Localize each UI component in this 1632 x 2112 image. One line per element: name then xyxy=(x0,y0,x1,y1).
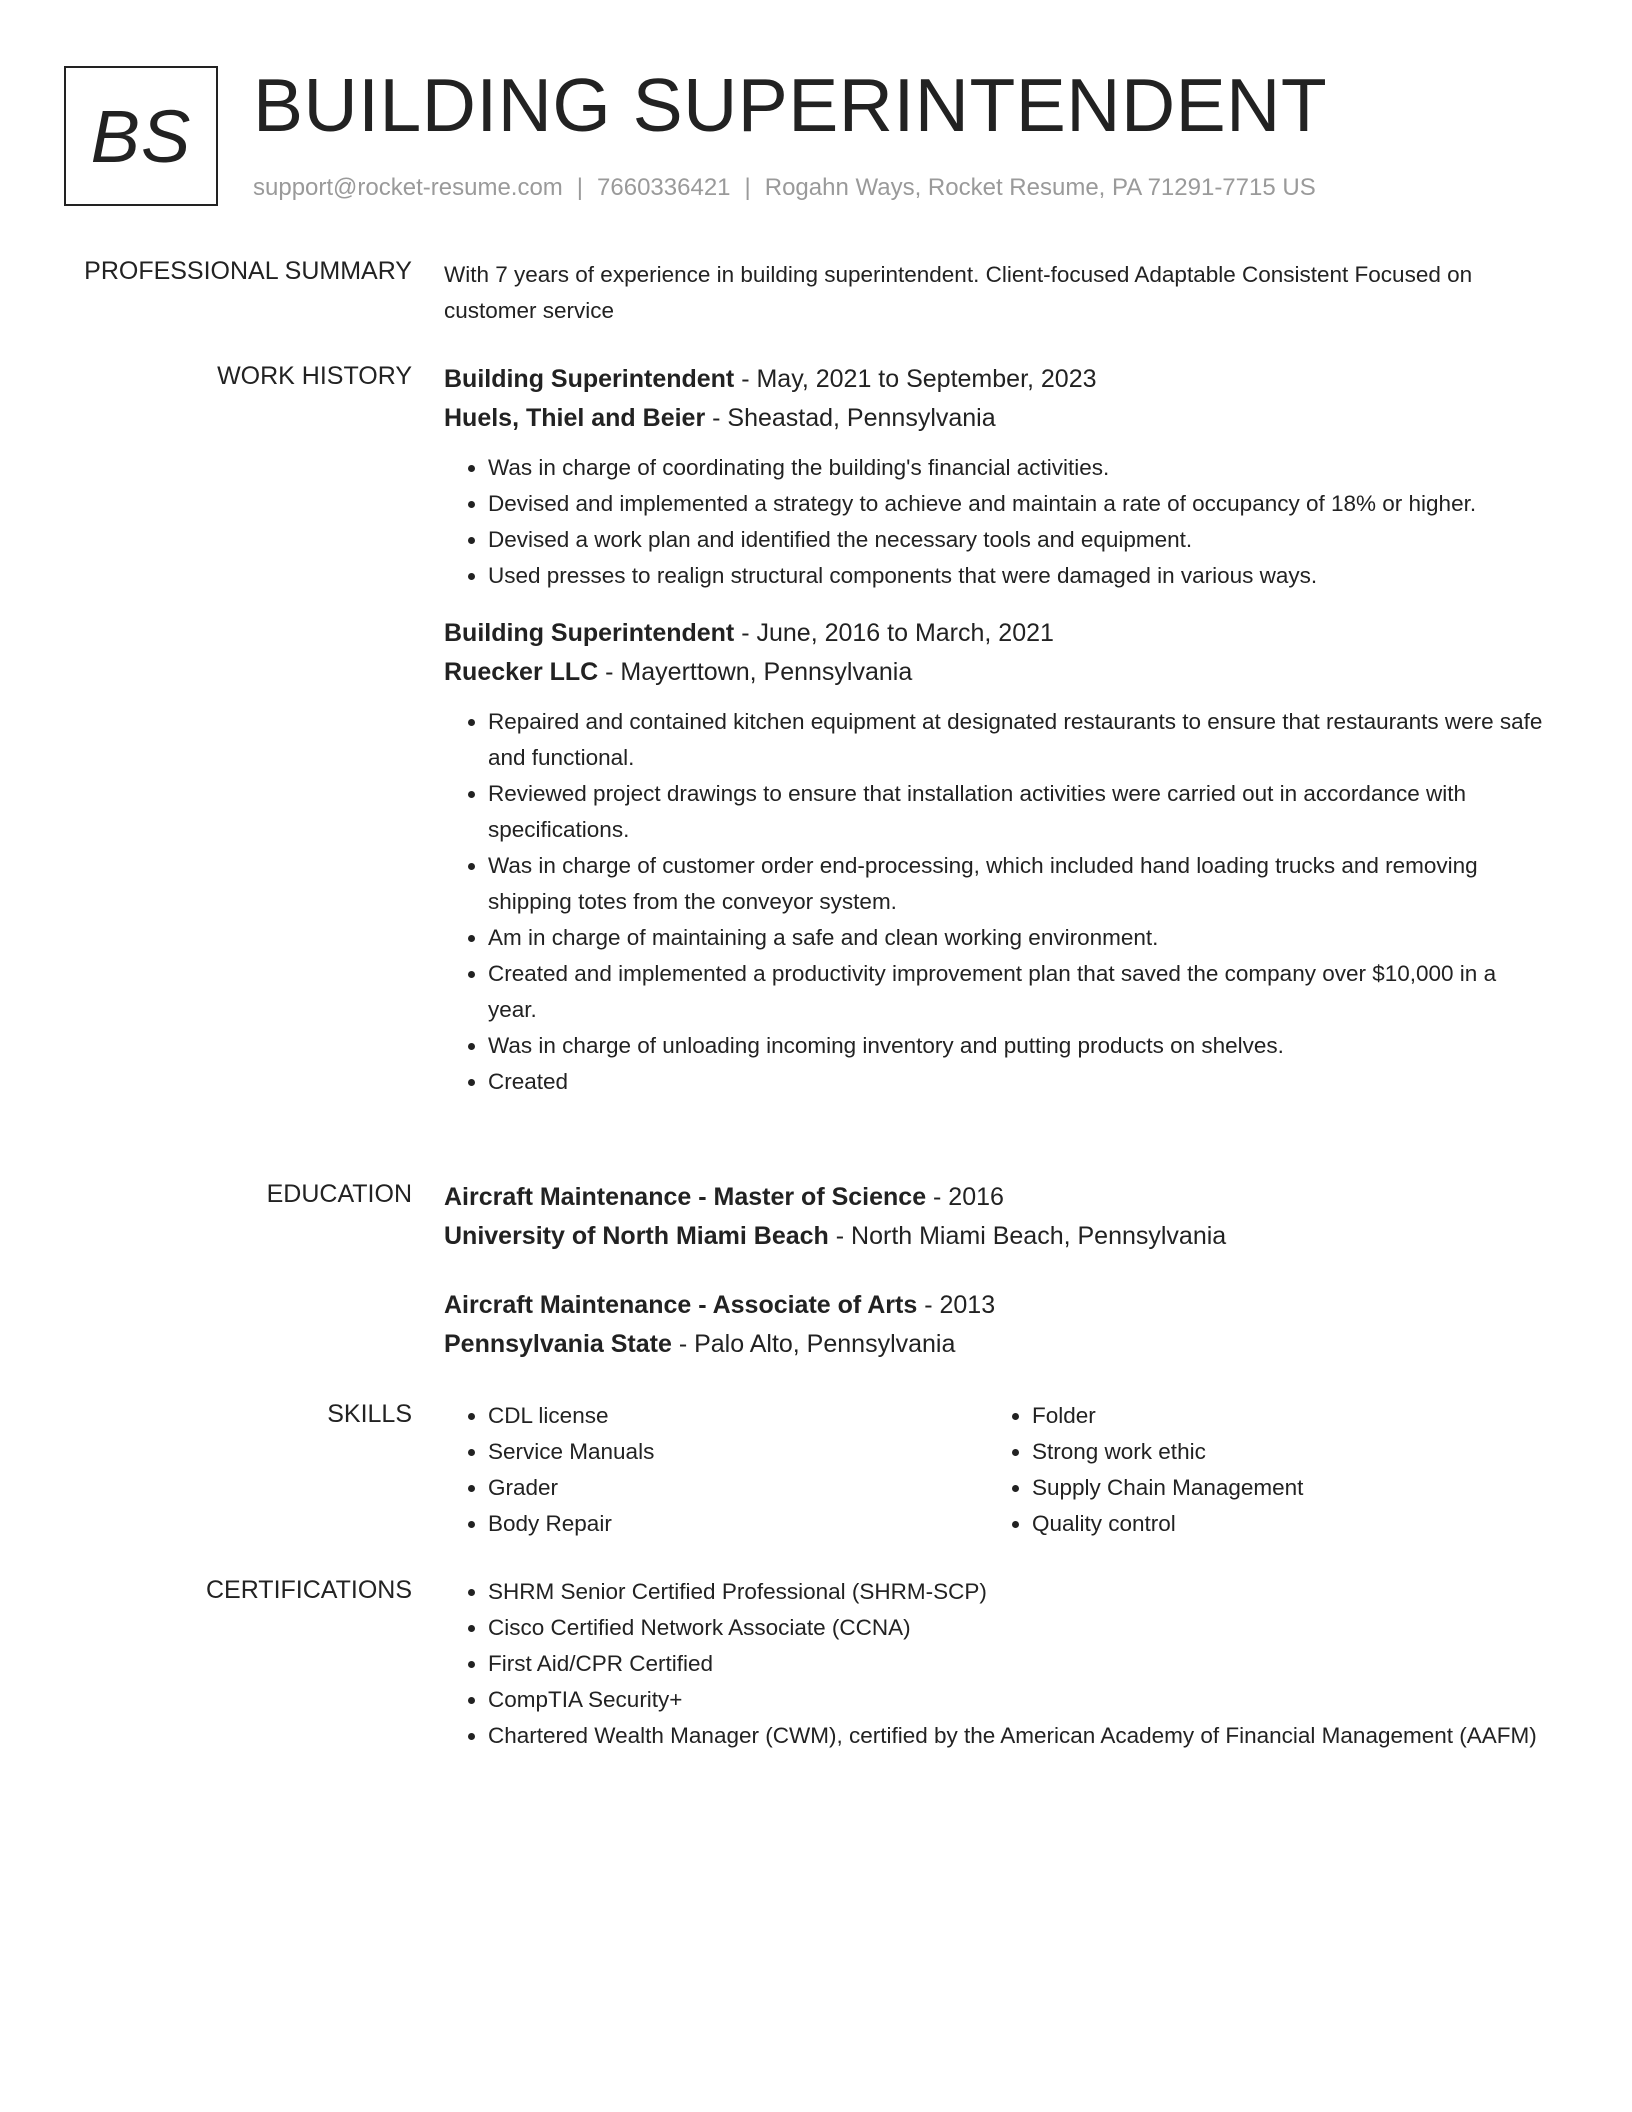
school-name: Pennsylvania State xyxy=(444,1330,672,1358)
job-location: - Mayerttown, Pennsylvania xyxy=(598,658,913,686)
contact-email: support@rocket-resume.com xyxy=(253,174,563,201)
education-entry xyxy=(444,1286,1544,1364)
skills-grid xyxy=(444,1398,1544,1542)
section-title-summary: PROFESSIONAL SUMMARY xyxy=(84,257,412,285)
job-dates: - May, 2021 to September, 2023 xyxy=(734,365,1097,393)
list-item: • SHRM Senior Certified Professional (SHRM-SCP) xyxy=(488,1574,1544,1610)
section-title-certifications: CERTIFICATIONS xyxy=(205,1576,412,1604)
section-title-work-history: WORK HISTORY xyxy=(217,362,412,390)
list-item: • Am in charge of maintaining a safe and clean working environment. xyxy=(488,920,1544,956)
degree-line xyxy=(444,1286,1544,1325)
list-item: • Repaired and contained kitchen equipment at designated restaurants to ensure that restaurants were safe and functional. xyxy=(488,704,1544,776)
list-item: • Devised and implemented a strategy to achieve and maintain a rate of occupancy of 18% or higher. xyxy=(488,486,1544,522)
contact-phone: 7660336421 xyxy=(597,174,731,201)
page-title: BUILDING SUPERINTENDENT xyxy=(253,63,1328,147)
degree-name: Aircraft Maintenance - Master of Science xyxy=(444,1183,927,1211)
job-location: - Sheastad, Pennsylvania xyxy=(705,404,996,432)
school-name: University of North Miami Beach xyxy=(444,1222,829,1250)
job-bullets xyxy=(444,704,1544,1100)
degree-year: - 2013 xyxy=(917,1291,996,1319)
list-item: • First Aid/CPR Certified xyxy=(488,1646,1544,1682)
contact-separator: | xyxy=(576,174,584,201)
list-item: • Supply Chain Management xyxy=(1032,1470,1532,1506)
school-line xyxy=(444,1325,1544,1364)
list-item: • CompTIA Security+ xyxy=(488,1682,1544,1718)
job-title-line xyxy=(444,360,1544,399)
section-title-skills: SKILLS xyxy=(327,1400,412,1428)
list-item: • Service Manuals xyxy=(488,1434,988,1470)
list-item: • Created xyxy=(488,1064,1544,1100)
list-item: • Cisco Certified Network Associate (CCNA) xyxy=(488,1610,1544,1646)
job-title-line xyxy=(444,614,1544,653)
degree-line xyxy=(444,1178,1544,1217)
degree-year: - 2016 xyxy=(926,1183,1004,1211)
certifications-body xyxy=(444,1574,1544,1754)
degree-name: Aircraft Maintenance - Associate of Arts xyxy=(444,1291,918,1319)
job-role: Building Superintendent xyxy=(444,365,735,393)
list-item: • Reviewed project drawings to ensure that installation activities were carried out in accordance with specifications. xyxy=(488,776,1544,848)
monogram-logo: BS xyxy=(64,66,218,206)
list-item: • Created and implemented a productivity improvement plan that saved the company over $10,000 in a year. xyxy=(488,956,1544,1028)
summary-text: With 7 years of experience in building superintendent. Client-focused Adaptable Consistent Focused on customer service xyxy=(444,262,1473,323)
education-entry xyxy=(444,1178,1544,1256)
job-role: Building Superintendent xyxy=(444,619,735,647)
list-item: • Quality control xyxy=(1032,1506,1532,1542)
school-location: - Palo Alto, Pennsylvania xyxy=(671,1330,956,1358)
job-bullets xyxy=(444,450,1544,594)
contact-address: Rogahn Ways, Rocket Resume, PA 71291-7715 US xyxy=(764,174,1316,201)
job-company-line xyxy=(444,399,1544,438)
skills-list-left xyxy=(444,1398,988,1542)
job-entry xyxy=(444,614,1544,1100)
section-title-education: EDUCATION xyxy=(266,1180,412,1208)
list-item: • CDL license xyxy=(488,1398,988,1434)
list-item: • Chartered Wealth Manager (CWM), certified by the American Academy of Financial Management (AAFM) xyxy=(488,1718,1544,1754)
list-item: • Grader xyxy=(488,1470,988,1506)
list-item: • Was in charge of customer order end-processing, which included hand loading trucks and removing shipping totes from the conveyor system. xyxy=(488,848,1544,920)
education-body xyxy=(444,1178,1544,1364)
list-item: • Devised a work plan and identified the necessary tools and equipment. xyxy=(488,522,1544,558)
certifications-list xyxy=(444,1574,1544,1754)
job-dates: - June, 2016 to March, 2021 xyxy=(734,619,1054,647)
list-item: • Used presses to realign structural components that were damaged in various ways. xyxy=(488,558,1544,594)
work-history-body xyxy=(444,360,1544,1100)
job-company: Huels, Thiel and Beier xyxy=(444,404,706,432)
job-company-line xyxy=(444,653,1544,692)
job-entry xyxy=(444,360,1544,594)
contact-line xyxy=(253,174,1316,202)
school-location: - North Miami Beach, Pennsylvania xyxy=(828,1222,1227,1250)
resume-header xyxy=(64,63,1584,210)
school-line xyxy=(444,1217,1544,1256)
job-company: Ruecker LLC xyxy=(444,658,599,686)
contact-separator: | xyxy=(744,174,751,201)
list-item: • Was in charge of unloading incoming inventory and putting products on shelves. xyxy=(488,1028,1544,1064)
list-item: • Body Repair xyxy=(488,1506,988,1542)
list-item: • Strong work ethic xyxy=(1032,1434,1532,1470)
skills-list-right xyxy=(988,1398,1532,1542)
list-item: • Folder xyxy=(1032,1398,1532,1434)
skills-body xyxy=(444,1398,1544,1542)
list-item: • Was in charge of coordinating the building's financial activities. xyxy=(488,450,1544,486)
